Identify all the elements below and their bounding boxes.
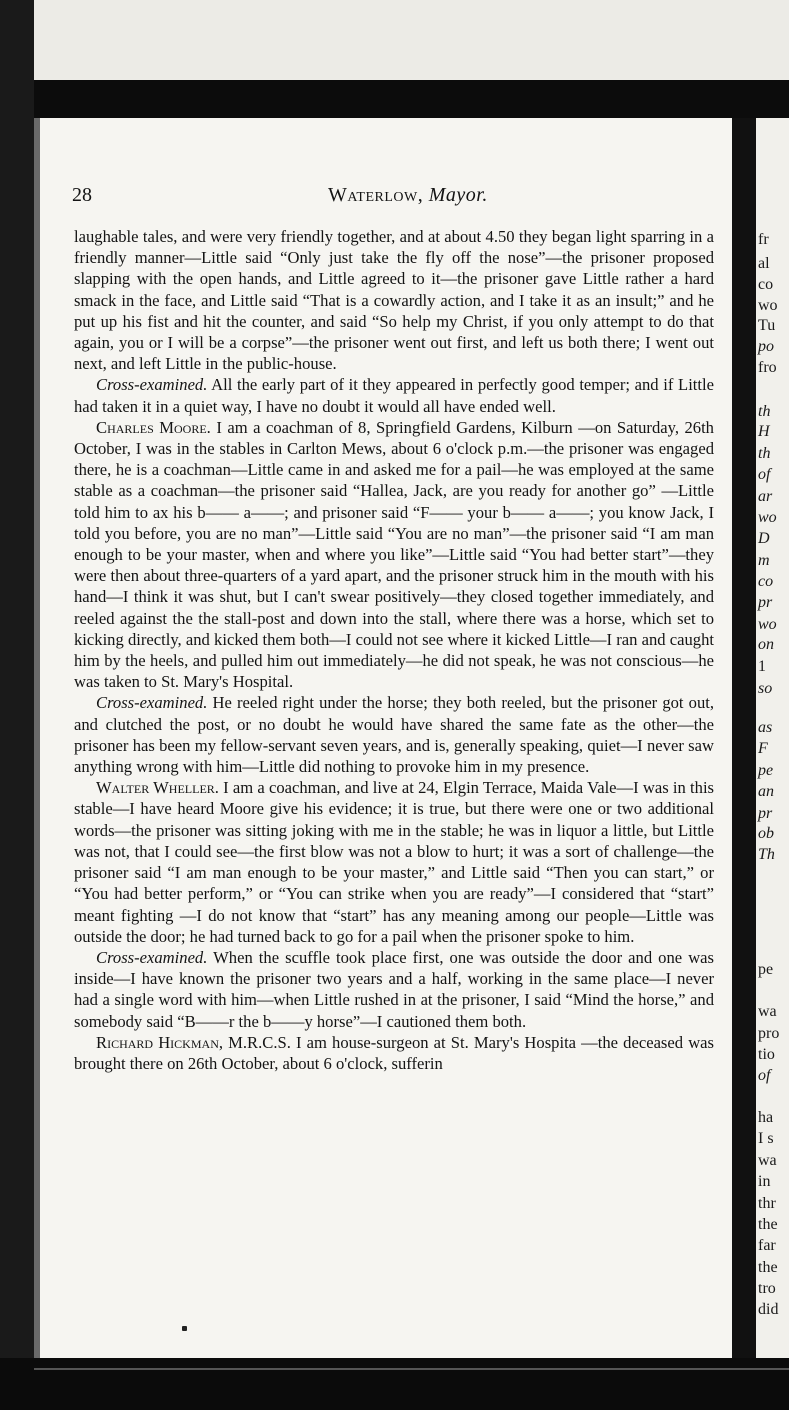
facing-page-fragment: so bbox=[758, 680, 773, 697]
paragraph bbox=[74, 777, 714, 947]
facing-page-fragment: pro bbox=[758, 1025, 780, 1042]
witness-name: Richard Hickman, M.R.C.S. bbox=[96, 1032, 291, 1052]
cross-examined-label: Cross-examined. bbox=[96, 947, 208, 967]
facing-page-fragment: far bbox=[758, 1237, 776, 1254]
facing-page-fragment: ha bbox=[758, 1109, 774, 1126]
facing-page-fragment: wa bbox=[758, 1003, 777, 1020]
cross-examined-label: Cross-examined. bbox=[96, 693, 208, 713]
paragraph bbox=[74, 947, 714, 1032]
facing-page-fragment: ob bbox=[758, 825, 774, 842]
paragraph-text: All the early part of it they appeared in perfectly good temper; and if Little had taken it in a quiet way, I have no doubt it would all have ended well. bbox=[74, 375, 714, 416]
paragraph bbox=[74, 417, 714, 693]
facing-page-fragment: the bbox=[758, 1216, 778, 1233]
witness-name: Charles Moore. bbox=[96, 417, 211, 437]
page-number: 28 bbox=[72, 184, 92, 206]
facing-page-fragment: thr bbox=[758, 1195, 776, 1212]
paragraph-text: I am a coachman of 8, Springfield Gardens, Kilburn —on Saturday, 26th October, I was in the stables in Carlton Mews, about 6 o'clock p.m.—the prisoner was engaged there, he is a coachman—Little came in and asked me for a pail—he was employed at the same stable as a coachman—the prisoner said “Hallea, Jack, are you ready for another go” —Little told him to ax his b—— a——; and prisoner said “F—— your b—— a——; you know Jack, I told you before, you are no man”—Little said “You are no man”—the prisoner said “I am man enough to be your master, when and where you like”—Little said “You had better start”—they were then about three-quarters of a yard apart, and the prisoner struck him in the mouth with his hand—I think it was shut, but I can't swear positively—they closed together immediately, and reeled against the the stall-post and down into the stall, where there was a horse, which set to kicking directly, and kicked them both—I could not see where it kicked Little—I ran and caught him by the heels, and pulled him out immediately—he did not speak, he was not conscious—he was taken to St. Mary's Hospital. bbox=[74, 417, 714, 692]
facing-page-fragment: tro bbox=[758, 1280, 776, 1297]
paragraph bbox=[74, 692, 714, 777]
facing-page-fragment: ar bbox=[758, 488, 773, 505]
facing-page-fragment: pr bbox=[758, 805, 773, 822]
facing-page-fragment: pe bbox=[758, 961, 774, 978]
facing-page-fragment: did bbox=[758, 1301, 779, 1318]
paragraph-text: laughable tales, and were very friendly together, and at about 4.50 they began light sparring in a friendly manner—Little said “Only just take the fly off the nose”—the prisoner proposed slapping with the open hands, and Little agreed to it—the prisoner gave Little rather a hard smack in the face, and Little said “That is a cowardly action, and I take it as an insult;” and he put up his fist and hit the counter, and said “So help my Christ, if you only attempt to do that again, you or I will be a corpse”—the prisoner went out first, and left us both there; I went out next, and left Little in the public-house. bbox=[74, 227, 714, 374]
facing-page-fragment: in bbox=[758, 1173, 771, 1190]
facing-page-fragment: the bbox=[758, 1259, 778, 1276]
facing-page-fragment: as bbox=[758, 719, 773, 736]
facing-page-fragment: 1 bbox=[758, 658, 766, 675]
scan-bottom-shadow bbox=[0, 1358, 789, 1410]
scan-bottom-rule bbox=[34, 1368, 789, 1370]
facing-page-fragment: fr bbox=[758, 231, 769, 248]
facing-page-fragment: wo bbox=[758, 297, 778, 314]
paragraph bbox=[74, 226, 714, 374]
facing-page-fragment: pe bbox=[758, 762, 774, 779]
paragraph bbox=[74, 1032, 714, 1074]
page-gutter-shadow bbox=[732, 118, 756, 1358]
running-head bbox=[328, 184, 488, 207]
facing-page-fragment: al bbox=[758, 255, 770, 272]
facing-page-fragment: on bbox=[758, 636, 774, 653]
paragraph-text: When the scuffle took place first, one was outside the door and one was inside—I have known the prisoner two years and a half, working in the same place—I never had a single word with him—when Little rushed in at the prisoner, I said “Mind the horse,” and somebody said “B——r the b——y horse”—I cautioned them both. bbox=[74, 947, 714, 1031]
facing-page-fragment: tio bbox=[758, 1046, 775, 1063]
facing-page-fragment: th bbox=[758, 445, 771, 462]
facing-page-fragment: Th bbox=[758, 846, 775, 863]
facing-page-fragment: fro bbox=[758, 359, 777, 376]
running-head-title: Mayor. bbox=[428, 184, 488, 206]
facing-page-fragment: th bbox=[758, 403, 771, 420]
cross-examined-label: Cross-examined. bbox=[96, 375, 208, 395]
facing-page-fragment: wo bbox=[758, 616, 777, 633]
facing-page-fragment: of bbox=[758, 466, 771, 483]
paragraph-text: I am a coachman, and live at 24, Elgin Terrace, Maida Vale—I was in this stable—I have heard Moore give his evidence; it is true, but there were one or two additional words—the prisoner was sitting joking with me in the stable; he was in liquor a little, but Little was not, that I could see—the first blow was not a blow to hurt; it was a sort of challenge—the prisoner said “I am man enough to be your master,” and Little said “Then you can start,” or “You had better perform,” or “You can strike when you are ready”—I considered that “start” meant fighting —I do not know that “start” has any meaning among our people—Little was outside the door; he had turned back to go for a pail when the prisoner spoke to him. bbox=[74, 778, 715, 946]
facing-page-fragment: D bbox=[758, 530, 770, 547]
facing-page-fragment: wo bbox=[758, 509, 777, 526]
page-top-margin bbox=[0, 0, 789, 80]
facing-page-fragment: I s bbox=[758, 1130, 774, 1147]
facing-page-fragment: wa bbox=[758, 1152, 777, 1169]
facing-page-fragment: m bbox=[758, 552, 770, 569]
facing-page-fragment: co bbox=[758, 276, 774, 293]
paragraph-text: He reeled right under the horse; they both reeled, but the prisoner got out, and clutched the post, or no doubt he would have shared the same fate as the other—the prisoner has been my fellow-servant seven years, and is, generally speaking, quiet—I never saw anything wrong with him—Little did nothing to provoke him in my presence. bbox=[74, 693, 714, 777]
running-head-name: Waterlow, bbox=[328, 184, 424, 206]
facing-page-fragment: Tu bbox=[758, 317, 776, 334]
paragraph bbox=[74, 374, 714, 416]
scan-top-shadow bbox=[0, 80, 789, 118]
facing-page-fragment: an bbox=[758, 783, 774, 800]
facing-page-fragment: F bbox=[758, 740, 768, 757]
facing-page-fragment: po bbox=[758, 338, 774, 355]
scan-left-edge bbox=[0, 0, 34, 1410]
page-mark bbox=[182, 1326, 187, 1331]
paragraph-text: I am house-surgeon at St. Mary's Hospita —the deceased was brought there on 26th October, about 6 o'clock, sufferin bbox=[74, 1032, 714, 1073]
facing-page-fragment: of bbox=[758, 1067, 771, 1084]
facing-page-fragment: pr bbox=[758, 594, 773, 611]
testimony-text bbox=[74, 226, 714, 1074]
facing-page-fragment: co bbox=[758, 573, 774, 590]
witness-name: Walter Wheller. bbox=[96, 778, 219, 798]
facing-page-edge bbox=[756, 118, 789, 1358]
facing-page-fragment: H bbox=[758, 423, 770, 440]
